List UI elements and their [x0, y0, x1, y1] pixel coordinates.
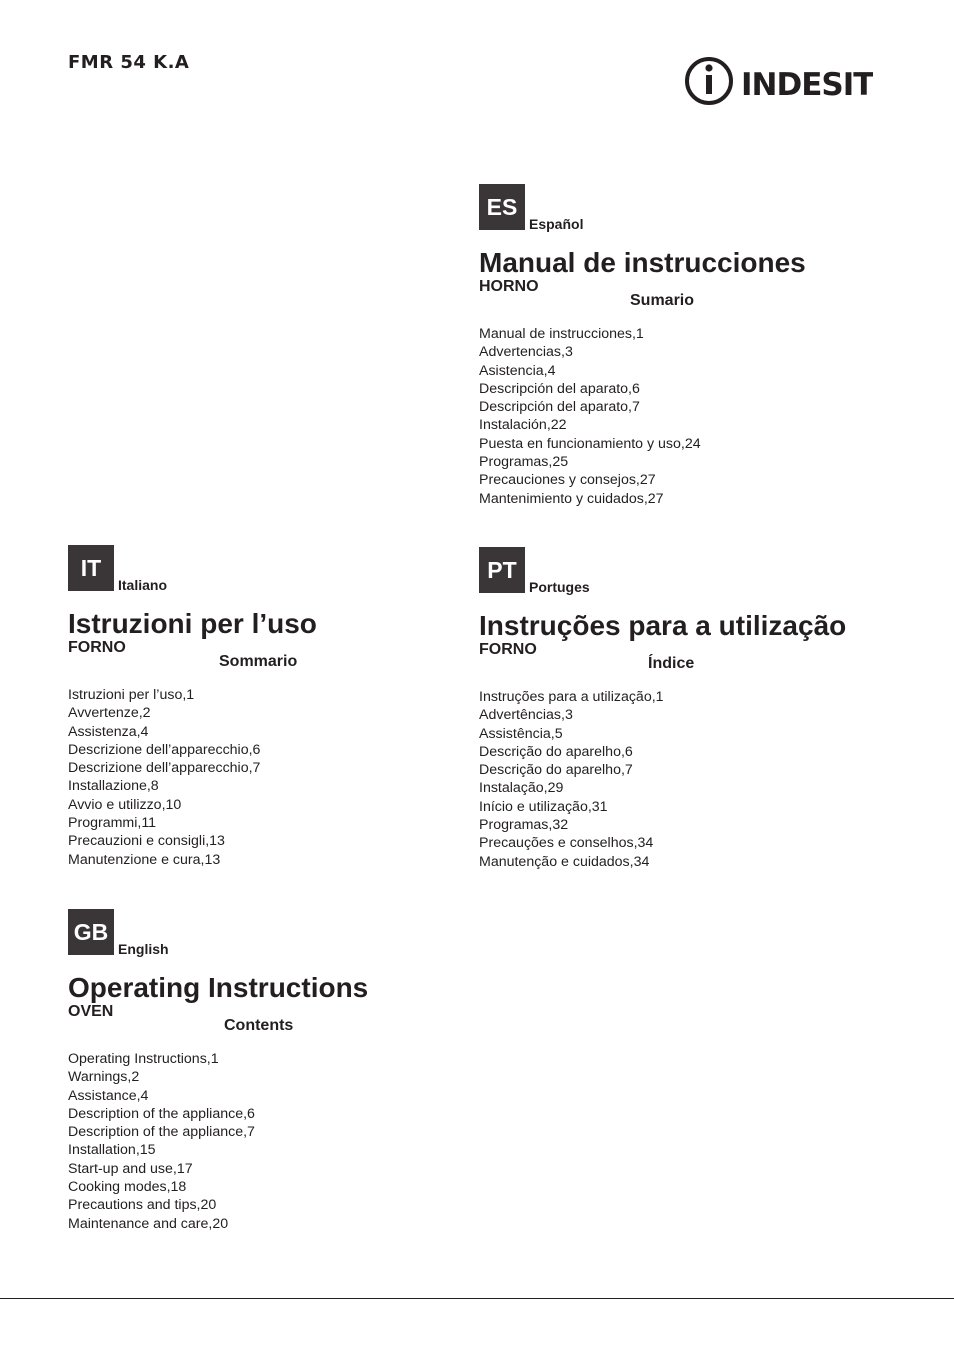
- footer-divider: [0, 1298, 954, 1299]
- toc-item: Precauções e conselhos,34: [479, 835, 654, 852]
- toc-item: Programas,32: [479, 817, 569, 834]
- toc-item: Istruzioni per l’uso,1: [68, 687, 195, 703]
- contents-heading: Contents: [224, 1017, 294, 1034]
- toc-item: Avvertenze,2: [68, 705, 151, 722]
- contents-heading: Sommario: [219, 653, 298, 670]
- toc-item: Início e utilização,31: [479, 798, 608, 815]
- table-of-contents: [68, 1050, 488, 1233]
- toc-item: Descrição do aparelho,6: [479, 743, 633, 760]
- model-number: FMR 54 K.A: [68, 52, 190, 73]
- toc-item: Descripción del aparato,6: [479, 380, 640, 397]
- section-italian: [68, 545, 488, 869]
- table-of-contents: [479, 325, 899, 508]
- toc-item: Asistencia,4: [479, 362, 556, 379]
- toc-item: Assistenza,4: [68, 723, 149, 740]
- table-of-contents: [68, 686, 488, 869]
- manual-title: Istruzioni per l’uso: [68, 608, 317, 639]
- toc-item: Description of the appliance,6: [68, 1105, 255, 1122]
- toc-item: Assistance,4: [68, 1087, 149, 1104]
- toc-item: Puesta en funcionamiento y uso,24: [479, 435, 701, 452]
- manual-title: Instruções para a utilização: [479, 610, 847, 641]
- toc-item: Cooking modes,18: [68, 1179, 187, 1196]
- toc-item: Start-up and use,17: [68, 1160, 193, 1177]
- toc-item: Advertencias,3: [479, 344, 573, 361]
- contents-heading: Sumario: [630, 292, 695, 309]
- toc-item: Assistência,5: [479, 725, 563, 742]
- toc-item: Avvio e utilizzo,10: [68, 796, 182, 813]
- toc-item: Programmi,11: [68, 815, 157, 832]
- brand-wordmark: INDESIT: [741, 67, 873, 103]
- toc-item: Mantenimiento y cuidados,27: [479, 490, 664, 507]
- toc-item: Instalação,29: [479, 780, 564, 797]
- toc-item: Manutenção e cuidados,34: [479, 853, 650, 870]
- toc-item: Warnings,2: [68, 1069, 140, 1086]
- language-badge: PT: [479, 547, 525, 593]
- table-of-contents: [479, 688, 899, 871]
- language-badge: ES: [479, 184, 525, 230]
- toc-item: Precauciones y consejos,27: [479, 472, 656, 489]
- toc-item: Descrizione dell’apparecchio,6: [68, 741, 261, 758]
- toc-item: Manual de instrucciones,1: [479, 326, 644, 342]
- section-portuguese: [479, 547, 899, 871]
- toc-item: Installazione,8: [68, 778, 159, 795]
- language-name: Portuges: [529, 579, 590, 595]
- indesit-logo: [683, 54, 873, 108]
- manual-title: Manual de instrucciones: [479, 247, 806, 278]
- product-type: HORNO: [479, 278, 539, 295]
- contents-heading: Índice: [648, 655, 695, 672]
- language-badge: IT: [68, 545, 114, 591]
- language-name: Italiano: [118, 577, 168, 593]
- toc-item: Maintenance and care,20: [68, 1215, 229, 1232]
- language-name: English: [118, 941, 169, 957]
- manual-title: Operating Instructions: [68, 972, 369, 1003]
- section-english: [68, 909, 488, 1233]
- product-type: OVEN: [68, 1003, 114, 1020]
- toc-item: Descrizione dell’apparecchio,7: [68, 760, 261, 777]
- section-spanish: [479, 184, 899, 508]
- language-badge: GB: [68, 909, 114, 955]
- toc-item: Precauzioni e consigli,13: [68, 833, 225, 850]
- toc-item: Programas,25: [479, 454, 569, 471]
- language-name: Español: [529, 216, 584, 232]
- toc-item: Installation,15: [68, 1142, 156, 1159]
- toc-item: Descrição do aparelho,7: [479, 762, 633, 779]
- toc-item: Manutenzione e cura,13: [68, 851, 221, 868]
- toc-item: Descripción del aparato,7: [479, 399, 640, 416]
- toc-item: Precautions and tips,20: [68, 1197, 217, 1214]
- toc-item: Description of the appliance,7: [68, 1124, 255, 1141]
- toc-item: Instalación,22: [479, 417, 567, 434]
- toc-item: Instruções para a utilização,1: [479, 689, 664, 705]
- product-type: FORNO: [68, 639, 126, 656]
- product-type: FORNO: [479, 641, 537, 658]
- toc-item: Operating Instructions,1: [68, 1051, 219, 1067]
- toc-item: Advertências,3: [479, 707, 573, 724]
